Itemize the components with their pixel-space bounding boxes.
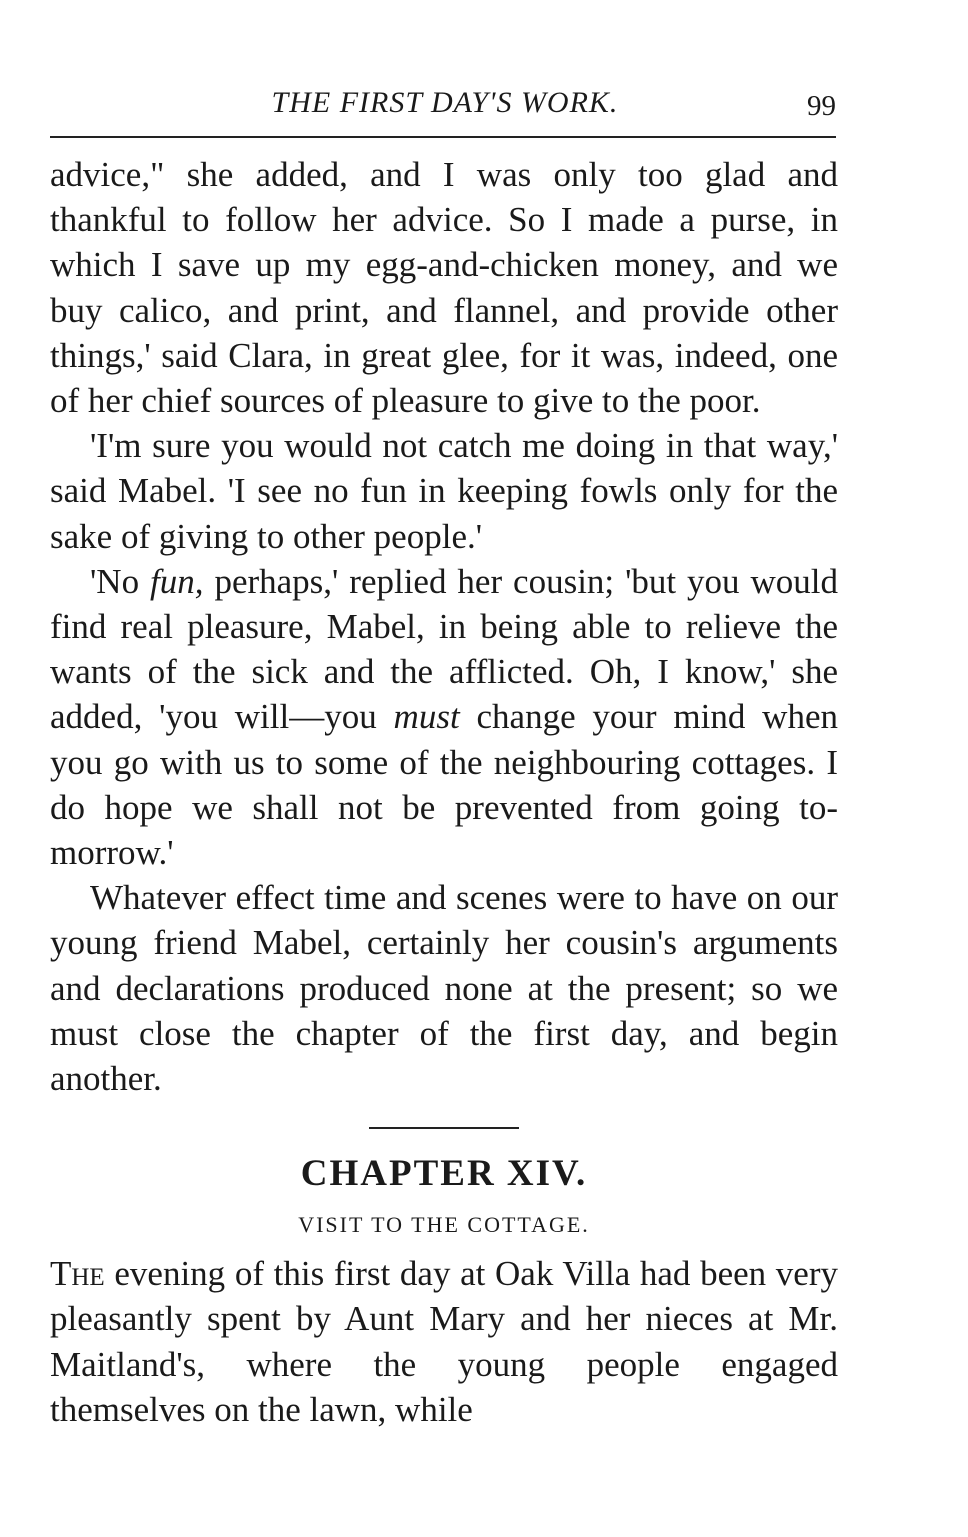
opening-word: The xyxy=(50,1254,105,1294)
chapter-opening-paragraph xyxy=(50,1251,838,1432)
paragraph-4: Whatever effect time and scenes were to have on our young friend Mabel, certainly her cousin's arguments and declarations produced none at the present; so we must close the chapter of the first day, and begin another. xyxy=(50,878,838,1099)
paragraph-3 xyxy=(50,559,838,875)
page-number: 99 xyxy=(807,90,836,122)
paragraph-3-part-2: perhaps,' replied her cousin; 'but you would find real pleasure, Mabel, in being able to relieve the wants of the sick and the afflicted. Oh, I know,' she added, 'you will—you xyxy=(50,561,838,737)
page-body xyxy=(50,152,838,1432)
chapter-title: CHAPTER XIV. xyxy=(300,1153,588,1195)
paragraph-3-part-3: change your mind when you go with us to some of the neighbouring cottages. I do hope we shall not be prevented from going to-morrow.' xyxy=(50,697,838,873)
chapter-divider xyxy=(369,1127,519,1129)
paragraph-2: 'I'm sure you would not catch me doing in that way,' said Mabel. 'I see no fun in keeping fowls only for the sake of giving to other people.' xyxy=(50,426,838,556)
running-head xyxy=(50,84,840,128)
paragraph-3-part-1: 'No xyxy=(90,561,151,601)
paragraph-1: advice," she added, and I was only too glad and thankful to follow her advice. So I made a purse, in which I save up my egg-and-chicken money, and we buy calico, and print, and flannel, and provide other things,' said Clara, in great glee, for it was, indeed, one of her chief sources of pleasure to give to the poor. xyxy=(50,155,838,421)
emphasis-fun: fun, xyxy=(150,561,204,601)
chapter-subtitle: VISIT TO THE COTTAGE. xyxy=(298,1212,590,1238)
emphasis-must: must xyxy=(393,697,460,737)
opening-text: evening of this first day at Oak Villa had been very pleasantly spent by Aunt Mary and her nieces at Mr. Maitland's, where the young people engaged themselves on the lawn, while xyxy=(50,1254,838,1429)
running-title: THE FIRST DAY'S WORK. xyxy=(271,86,619,119)
header-rule xyxy=(50,136,836,138)
